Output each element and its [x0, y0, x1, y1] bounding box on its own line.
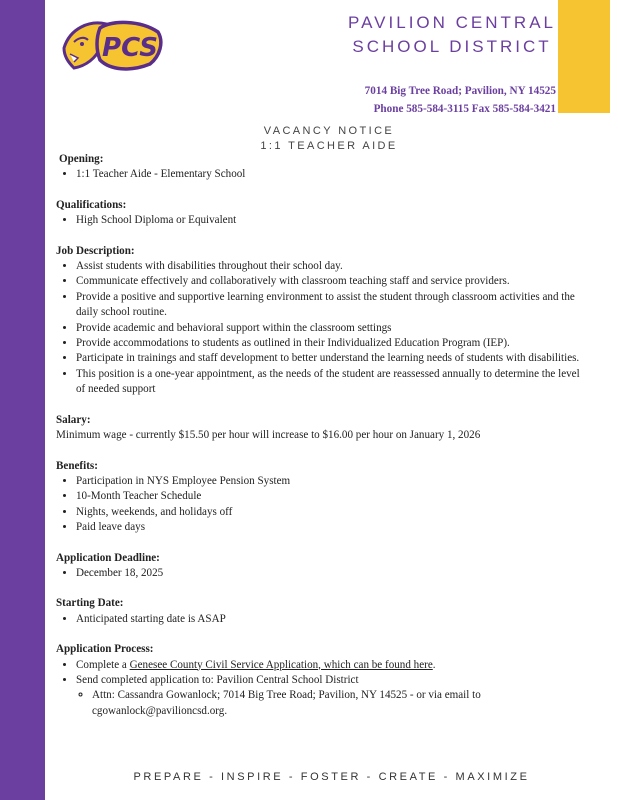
district-name [348, 11, 556, 59]
list-item [76, 658, 586, 673]
left-purple-bar [0, 0, 45, 800]
list-item [76, 673, 586, 719]
opening-list [56, 167, 586, 182]
notice-line-2: 1:1 TEACHER AIDE [260, 140, 398, 152]
list-item: • Anticipated starting date is ASAP [76, 612, 586, 627]
job-description-heading: Job Description: [56, 244, 135, 257]
phone-fax-line: Phone 585-584-3115 Fax 585-584-3421 [373, 103, 556, 115]
list-item: • Nights, weekends, and holidays off [76, 505, 586, 520]
qualifications-heading: Qualifications: [56, 198, 127, 211]
section-job-description [56, 244, 586, 398]
application-process-heading: Application Process: [56, 643, 154, 656]
section-salary [56, 413, 586, 444]
list-item: • Provide a positive and supportive learning environment to assist the student through classroom activities and the daily school routine. [76, 290, 586, 321]
starting-date-heading: Starting Date: [56, 597, 124, 610]
salary-heading: Salary: [56, 413, 91, 426]
list-item: • Provide academic and behavioral support within the classroom settings [76, 321, 586, 336]
list-item: ◦ Attn: Cassandra Gowanlock; 7014 Big Tree Road; Pavilion, NY 14525 - or via email to cgowanlock@pavilioncsd.org. [92, 688, 586, 719]
list-item: • Communicate effectively and collaboratively with classroom teaching staff and service providers. [76, 274, 586, 289]
section-opening [56, 152, 586, 183]
list-item: • 10-Month Teacher Schedule [76, 489, 586, 504]
district-line-2: SCHOOL DISTRICT [352, 37, 552, 56]
section-deadline [56, 551, 586, 582]
deadline-heading: Application Deadline: [56, 551, 160, 564]
benefits-heading: Benefits: [56, 459, 98, 472]
list-item: • Participate in trainings and staff development to better understand the learning needs of students with disabilities. [76, 351, 586, 366]
top-gold-block [558, 0, 610, 113]
application-process-list [56, 658, 586, 720]
application-sub-list [76, 688, 586, 719]
section-benefits [56, 459, 586, 536]
deadline-list [56, 566, 586, 581]
step1-prefix: Complete a [76, 658, 130, 671]
footer-motto: PREPARE - INSPIRE - FOSTER - CREATE - MAXIMIZE [133, 771, 530, 783]
notice-title [0, 124, 618, 154]
list-item: • Assist students with disabilities throughout their school day. [76, 259, 586, 274]
job-description-list [56, 259, 586, 398]
document-body [56, 152, 586, 734]
step2-text: Send completed application to: Pavilion Central School District [76, 673, 359, 686]
panther-logo-icon [60, 14, 166, 82]
list-item: • Participation in NYS Employee Pension System [76, 474, 586, 489]
list-item: • This position is a one-year appointment, as the needs of the student are reassessed annually to determine the level of needed support [76, 367, 586, 398]
pcs-logo [60, 14, 166, 82]
notice-line-1: VACANCY NOTICE [263, 125, 395, 137]
address-line: 7014 Big Tree Road; Pavilion, NY 14525 [364, 85, 556, 97]
district-line-1: PAVILION CENTRAL [348, 13, 556, 32]
qualifications-list [56, 213, 586, 228]
starting-date-list [56, 612, 586, 627]
section-qualifications [56, 198, 586, 229]
benefits-list [56, 474, 586, 536]
list-item: • Provide accommodations to students as outlined in their Individualized Education Program (IEP). [76, 336, 586, 351]
step1-suffix: . [432, 658, 436, 671]
salary-text: Minimum wage - currently $15.50 per hour will increase to $16.00 per hour on January 1, 2026 [56, 429, 481, 442]
list-item: • 1:1 Teacher Aide - Elementary School [76, 167, 586, 182]
list-item: • High School Diploma or Equivalent [76, 213, 586, 228]
list-item: • Paid leave days [76, 520, 586, 535]
opening-heading: Opening: [59, 153, 104, 165]
contact-block [365, 82, 556, 118]
list-item: • December 18, 2025 [76, 566, 586, 581]
logo-text: PCS [102, 33, 158, 63]
section-starting-date [56, 596, 586, 627]
civil-service-application-link[interactable]: Genesee County Civil Service Application, which can be found here [129, 658, 433, 671]
section-application-process [56, 642, 586, 719]
